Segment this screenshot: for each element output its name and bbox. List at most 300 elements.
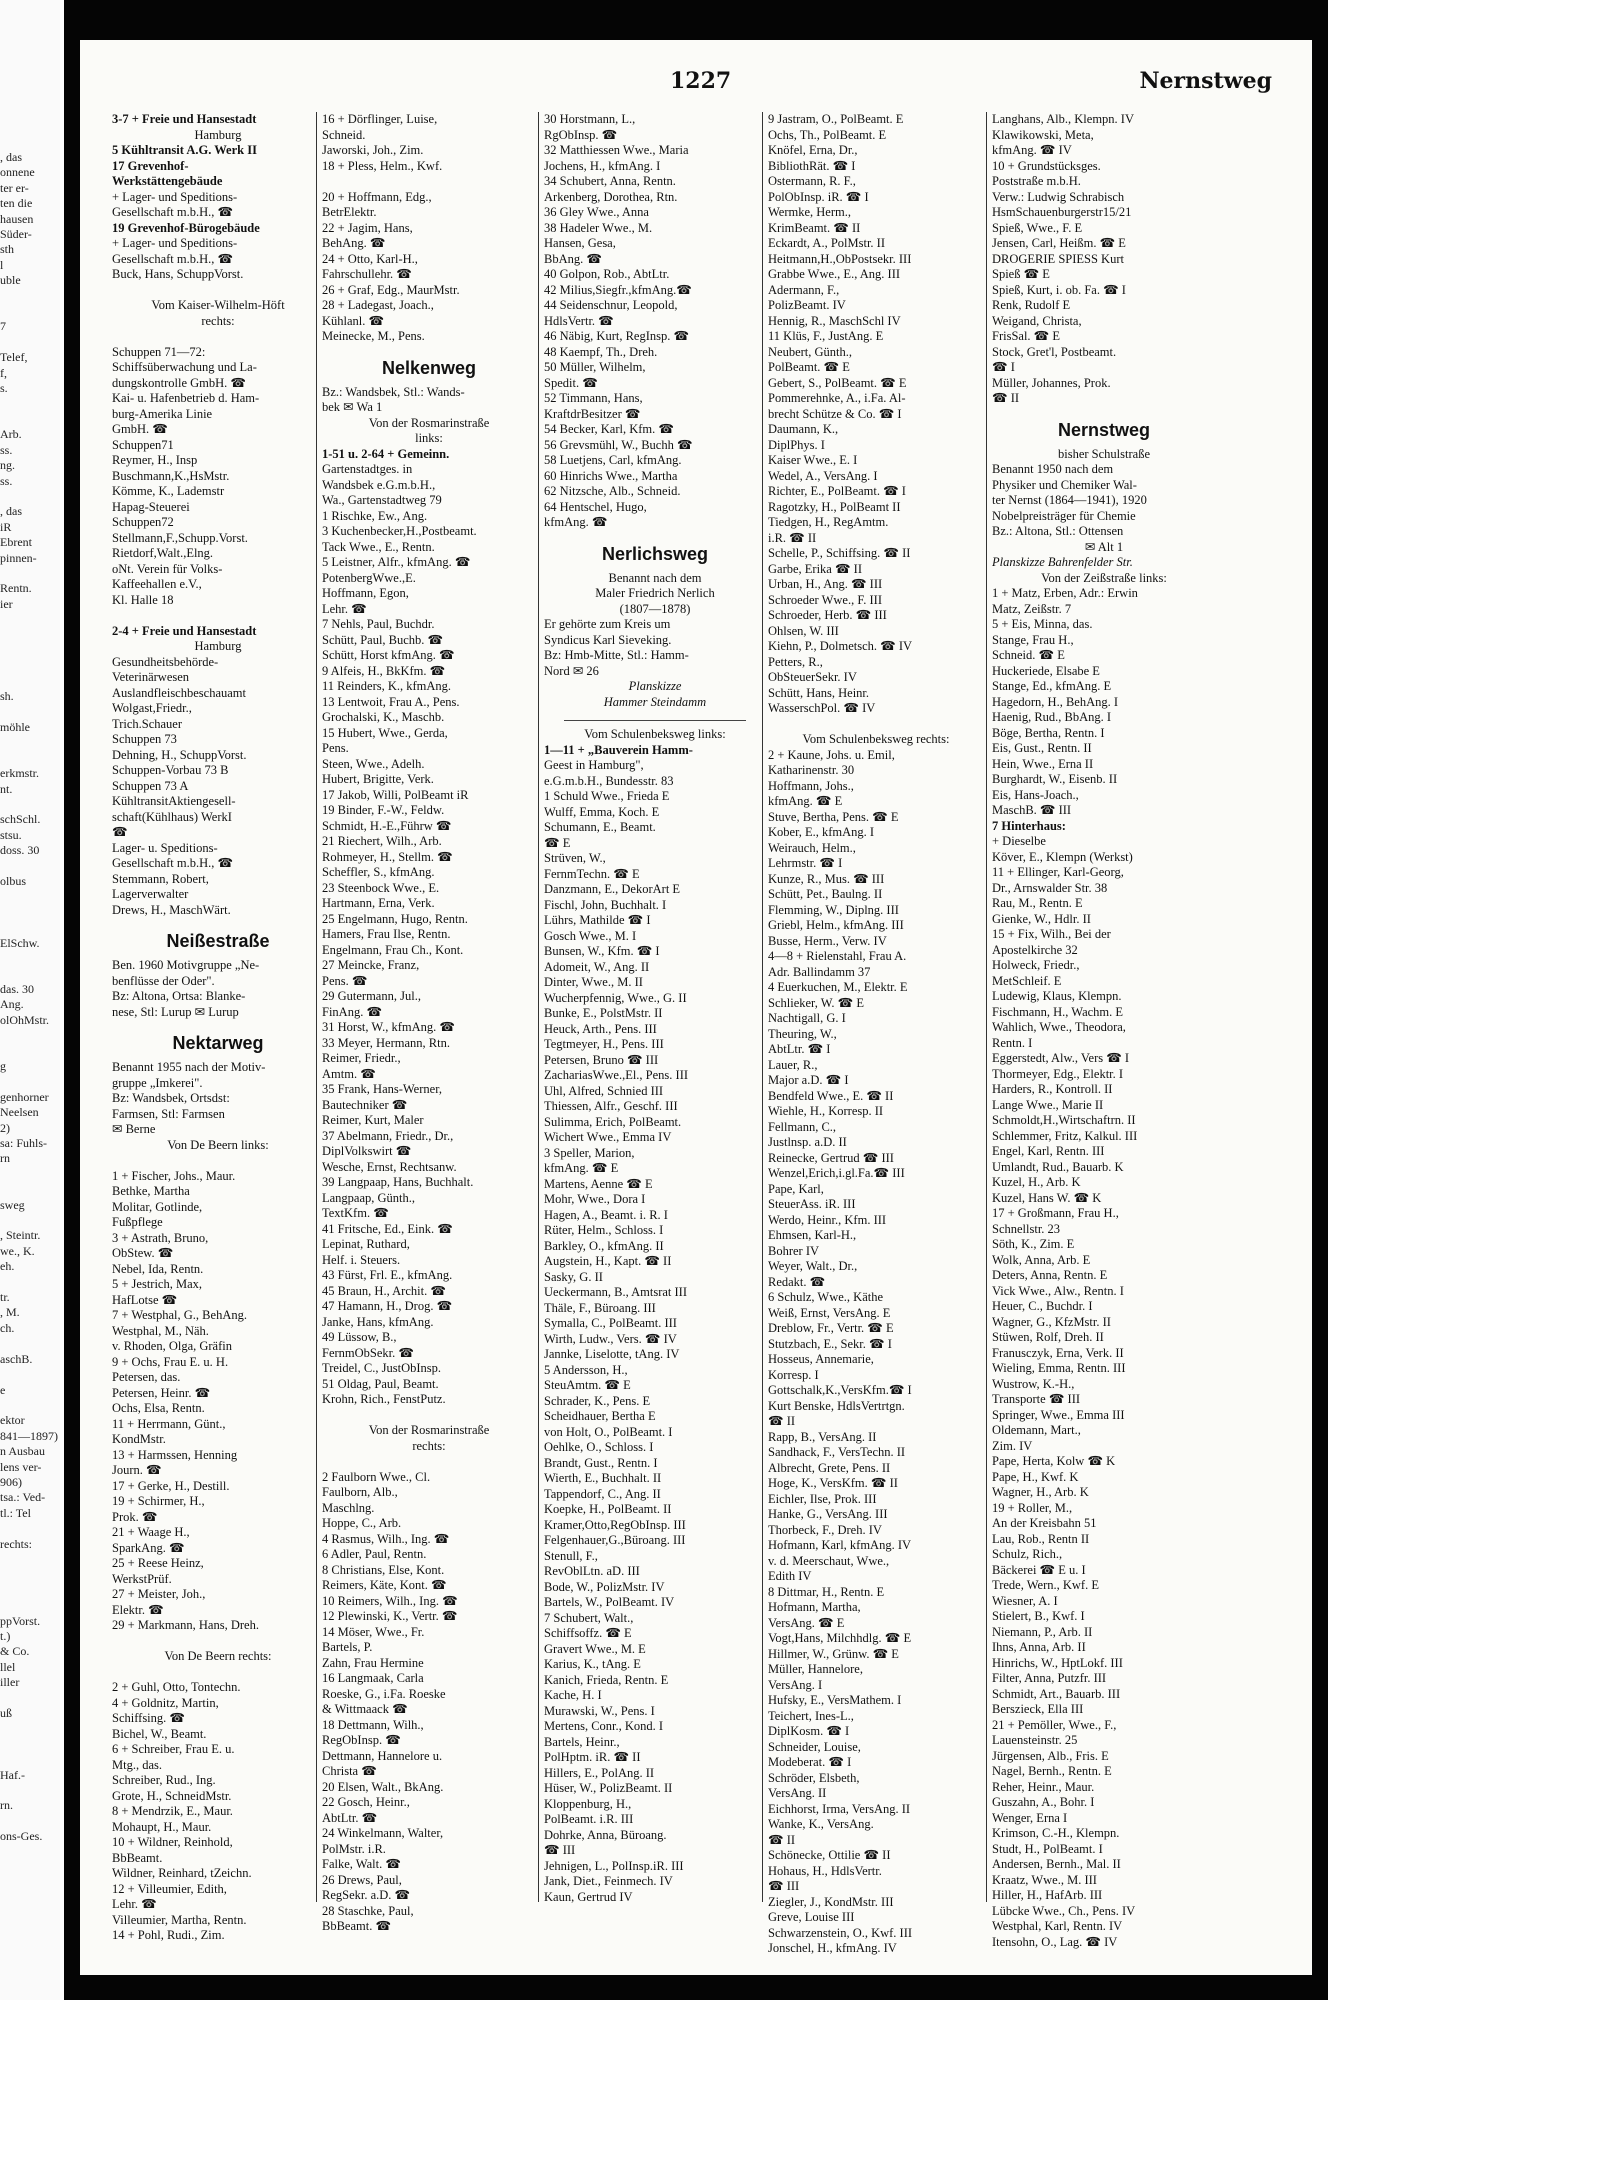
fragment-line: erkmstr. — [0, 766, 39, 781]
fragment-line: schSchl. — [0, 812, 41, 827]
directory-entry: 32 Matthiessen Wwe., Maria — [544, 143, 689, 157]
directory-entry: Trich.Schauer — [112, 716, 183, 731]
directory-entry: 10 + Grundstücksges. — [992, 158, 1101, 173]
directory-entry: Böge, Bertha, Rentn. I — [992, 725, 1105, 740]
directory-entry: 9 + Ochs, Frau E. u. H. — [112, 1354, 229, 1369]
fragment-line: ppVorst. — [0, 1613, 41, 1628]
directory-entry: Hinrichs, W., HptLokf. III — [992, 1655, 1123, 1670]
directory-entry: DiplVolkswirt ☎ — [322, 1144, 412, 1158]
directory-entry: Ochs, Elsa, Rentn. — [112, 1401, 205, 1415]
directory-entry: 48 Kaempf, Th., Dreh. — [544, 344, 658, 359]
directory-entry: Jank, Diet., Feinmech. IV — [544, 1874, 673, 1888]
directory-entry: 11 Klüs, F., JustAng. E — [768, 329, 884, 343]
directory-entry: Mohr, Wwe., Dora I — [544, 1192, 646, 1206]
directory-entry: Lehr. ☎ — [322, 601, 367, 616]
directory-entry: Gesellschaft m.b.H., ☎ — [112, 205, 234, 219]
directory-entry — [112, 1153, 324, 1169]
directory-entry: 8 Christians, Else, Kont. — [322, 1562, 445, 1577]
directory-entry: Farmsen, Stl: Farmsen — [112, 1106, 225, 1121]
directory-entry: Matz, Zeißstr. 7 — [992, 601, 1072, 616]
directory-entry: Mertens, Conr., Kond. I — [544, 1719, 664, 1733]
directory-entry: Journ. ☎ — [112, 1463, 162, 1477]
fragment-line — [0, 566, 60, 581]
directory-entry: Urban, H., Ang. ☎ III — [768, 577, 883, 591]
directory-entry: Hamers, Frau Ilse, Rentn. — [322, 927, 451, 941]
directory-entry: 4 Euerkuchen, M., Elektr. E — [768, 980, 908, 994]
directory-entry: Bz: Hmb-Mitte, Stl.: Hamm- — [544, 648, 689, 662]
directory-entry: Wirth, Ludw., Vers. ☎ IV — [544, 1331, 677, 1346]
directory-entry: RevOblLtn. aD. III — [544, 1564, 640, 1578]
directory-entry: 17 Jakob, Willi, PolBeamt iR — [322, 787, 469, 802]
directory-entry: ter Nernst (1864—1941), 1920 — [992, 493, 1147, 507]
directory-entry: PolMstr. i.R. — [322, 1841, 386, 1856]
directory-entry: RegObInsp. ☎ — [322, 1733, 401, 1747]
directory-entry: Lehrmstr. ☎ I — [768, 856, 843, 870]
directory-entry: Hofmann, Karl, kfmAng. IV — [768, 1538, 912, 1552]
directory-entry: Schütt, Pet., Baulng. II — [768, 887, 883, 901]
directory-entry: 38 Hadeler Wwe., M. — [544, 220, 653, 235]
directory-entry: 52 Timmann, Hans, — [544, 391, 643, 405]
directory-entry: Tiedgen, H., RegAmtm. — [768, 515, 889, 529]
directory-entry: Studt, H., PolBeamt. I — [992, 1841, 1103, 1856]
directory-entry: Lauensteinstr. 25 — [992, 1733, 1078, 1747]
directory-entry: Ziegler, J., KondMstr. III — [768, 1894, 894, 1909]
street-heading: Nerlichsweg — [601, 543, 709, 564]
directory-entry: 5 Leistner, Alfr., kfmAng. ☎ — [322, 555, 471, 569]
fragment-line — [0, 304, 60, 319]
directory-entry: Kömme, K., Lademstr — [112, 484, 225, 498]
fragment-line: eh. — [0, 1259, 15, 1274]
directory-entry: Wagner, H., Arb. K — [992, 1485, 1089, 1499]
directory-entry: Redakt. ☎ — [768, 1274, 826, 1289]
directory-entry: 24 + Otto, Karl-H., — [322, 251, 418, 266]
directory-entry: Mohaupt, H., Maur. — [112, 1819, 212, 1834]
directory-entry: ✉ Berne — [112, 1122, 156, 1136]
directory-entry: Janke, Hans, kfmAng. — [322, 1314, 434, 1329]
fragment-line: 906) — [0, 1474, 22, 1489]
directory-entry: Daumann, K., — [768, 422, 839, 436]
directory-entry: 19 + Roller, M., — [992, 1500, 1073, 1515]
directory-entry: DiplKosm. ☎ I — [768, 1724, 850, 1738]
directory-entry: Grote, H., SchneidMstr. — [112, 1788, 232, 1803]
directory-entry: Andersen, Bernh., Mal. II — [992, 1857, 1121, 1871]
directory-entry: Stellmann,F.,Schupp.Vorst. — [112, 530, 248, 545]
directory-entry: Huckeriede, Elsabe E — [992, 663, 1100, 678]
directory-entry: ☎ — [112, 825, 128, 839]
directory-entry: FernmTechn. ☎ E — [544, 866, 640, 881]
directory-entry: Kloppenburg, H., — [544, 1796, 632, 1811]
directory-entry: Schelle, P., Schiffsing. ☎ II — [768, 546, 911, 560]
directory-entry: 51 Oldag, Paul, Beamt. — [322, 1376, 439, 1391]
directory-entry: Gosch Wwe., M. I — [544, 928, 637, 943]
column-2 — [322, 112, 536, 1935]
directory-entry: Oldemann, Mart., — [992, 1423, 1081, 1437]
directory-entry: Kramer,Otto,RegObInsp. III — [544, 1517, 686, 1532]
directory-entry: Spieß ☎ E — [992, 267, 1050, 281]
directory-entry: 24 Winkelmann, Walter, — [322, 1826, 444, 1840]
directory-entry: BbAng. ☎ — [544, 251, 602, 266]
directory-entry: 2 Faulborn Wwe., Cl. — [322, 1469, 431, 1484]
directory-entry: burg-Amerika Linie — [112, 406, 213, 421]
directory-entry: 21 Riechert, Wilh., Arb. — [322, 834, 442, 848]
directory-entry: Drews, H., MaschWärt. — [112, 902, 231, 917]
directory-entry: Bz: Wandsbek, Ortsdst: — [112, 1091, 230, 1105]
directory-entry: 8 + Mendrzik, E., Maur. — [112, 1804, 233, 1818]
directory-entry: Krohn, Rich., FenstPutz. — [322, 1392, 446, 1406]
directory-entry: Prok. ☎ — [112, 1509, 158, 1524]
directory-entry: Schneider, Louise, — [768, 1739, 861, 1754]
directory-entry: Nobelpreisträger für Chemie — [992, 508, 1136, 523]
directory-entry: 3-7 + Freie und Hansestadt — [112, 112, 257, 126]
directory-entry: Thiessen, Alfr., Geschf. III — [544, 1099, 678, 1113]
directory-entry: 37 Abelmann, Friedr., Dr., — [322, 1128, 454, 1143]
directory-entry: 29 + Markmann, Hans, Dreh. — [112, 1618, 259, 1632]
directory-entry: Mtg., das. — [112, 1757, 162, 1772]
directory-entry: AbtLtr. ☎ I — [768, 1042, 831, 1056]
directory-entry: Scheidhauer, Bertha E — [544, 1409, 656, 1423]
directory-entry: Rohmeyer, H., Stellm. ☎ — [322, 849, 453, 864]
directory-entry: 5 Andersson, H., — [544, 1362, 628, 1377]
directory-entry: Von der Rosmarinstraße — [368, 415, 490, 430]
directory-entry: Greve, Louise III — [768, 1910, 855, 1924]
directory-entry: 20 + Hoffmann, Edg., — [322, 189, 432, 204]
directory-entry: Rentn. I — [992, 1035, 1033, 1050]
directory-entry: 6 Adler, Paul, Rentn. — [322, 1547, 427, 1561]
directory-entry: Fischl, John, Buchhalt. I — [544, 897, 667, 912]
directory-entry: Uhl, Alfred, Schnied III — [544, 1083, 664, 1098]
directory-entry: Molitar, Gotlinde, — [112, 1199, 203, 1214]
directory-entry: Schrader, K., Pens. E — [544, 1393, 651, 1408]
directory-entry: 26 Drews, Paul, — [322, 1872, 402, 1887]
directory-entry: 49 Lüssow, B., — [322, 1330, 397, 1344]
directory-entry: Tegtmeyer, H., Pens. III — [544, 1037, 664, 1051]
fragment-line: pinnen- — [0, 550, 37, 565]
directory-entry: 16 Langmaak, Carla — [322, 1671, 424, 1685]
directory-entry: AbtLtr. ☎ — [322, 1810, 378, 1825]
directory-entry: Wulff, Emma, Koch. E — [544, 804, 660, 819]
directory-entry: Schiffsoffz. ☎ E — [544, 1626, 632, 1640]
directory-entry: ☎ E — [544, 835, 571, 850]
directory-entry: Schumann, E., Beamt. — [544, 820, 656, 834]
directory-entry: Stenull, F., — [544, 1548, 598, 1563]
fragment-line: tsa.: Ved- — [0, 1490, 46, 1505]
fragment-line: llel — [0, 1659, 16, 1674]
fragment-line: möhle — [0, 720, 30, 735]
directory-entry: Jonschel, H., kfmAng. IV — [768, 1941, 897, 1955]
directory-entry: Christa ☎ — [322, 1764, 377, 1778]
directory-entry: Neubert, Günth., — [768, 344, 853, 359]
directory-entry: Koepke, H., PolBeamt. II — [544, 1502, 672, 1516]
directory-entry: Wermke, Herm., — [768, 205, 851, 219]
directory-entry: Holweck, Friedr., — [992, 958, 1080, 972]
directory-entry: 17 Grevenhof- — [112, 158, 189, 173]
directory-entry: 1 Schuld Wwe., Frieda E — [544, 789, 670, 803]
directory-entry: Eis, Gust., Rentn. II — [992, 741, 1092, 755]
directory-entry: 21 + Pemöller, Wwe., F., — [992, 1717, 1117, 1732]
directory-entry: Wieling, Emma, Rentn. III — [992, 1361, 1126, 1375]
directory-entry: Wolgast,Friedr., — [112, 701, 192, 715]
fragment-line: iR — [0, 519, 12, 534]
directory-entry: kfmAng. ☎ E — [544, 1161, 619, 1175]
directory-entry: Tappendorf, C., Ang. II — [544, 1486, 661, 1501]
directory-entry: ObStew. ☎ — [112, 1246, 174, 1260]
directory-entry: Gesellschaft m.b.H., ☎ — [112, 856, 234, 870]
directory-entry: 45 Braun, H., Archit. ☎ — [322, 1283, 446, 1298]
directory-entry: Pape, Herta, Kolw ☎ K — [992, 1454, 1116, 1468]
directory-entry: 19 Grevenhof-Bürogebäude — [112, 220, 260, 235]
directory-entry: v. Rhoden, Olga, Gräfin — [112, 1339, 232, 1353]
directory-entry: Garbe, Erika ☎ II — [768, 561, 863, 576]
directory-entry: Lübcke Wwe., Ch., Pens. IV — [992, 1903, 1136, 1918]
fragment-line: 841—1897) — [0, 1428, 58, 1443]
directory-entry: 3 Kuchenbecker,H.,Postbeamt. — [322, 524, 477, 538]
directory-entry: + Lager- und Speditions- — [112, 236, 238, 250]
fragment-line: doss. 30 — [0, 843, 40, 858]
directory-entry: Helf. i. Steuers. — [322, 1252, 401, 1267]
directory-entry: Schroeder, Herb. ☎ III — [768, 608, 887, 622]
street-heading: Nektarweg — [172, 1033, 264, 1053]
fragment-line: ss. — [0, 473, 13, 488]
directory-entry: Reimer, Kurt, Maler — [322, 1113, 424, 1127]
directory-entry: VersAng. II — [768, 1786, 827, 1800]
directory-entry: PolHptm. iR. ☎ II — [544, 1750, 641, 1764]
directory-entry: Bunsen, W., Kfm. ☎ I — [544, 944, 660, 958]
fragment-line — [0, 1598, 60, 1613]
directory-entry: Springer, Wwe., Emma III — [992, 1407, 1125, 1422]
directory-entry: bisher Schulstraße — [1058, 446, 1150, 461]
fragment-line: sa: Fuhls- — [0, 1136, 48, 1150]
directory-entry: Fußpflege — [112, 1215, 163, 1229]
directory-entry: Geest in Hamburg", — [544, 758, 644, 772]
directory-entry: Kober, E., kfmAng. I — [768, 825, 875, 839]
directory-entry: Ohlsen, W. III — [768, 623, 839, 638]
fragment-line: g — [0, 1058, 6, 1073]
directory-entry: ☎ III — [544, 1843, 576, 1857]
page-number: 1227 — [670, 68, 732, 94]
directory-entry: Von der Zeißstraße links: — [1041, 570, 1167, 585]
column-4 — [768, 112, 984, 1957]
directory-entry: Hein, Wwe., Erna II — [992, 756, 1094, 771]
running-head: Nernstweg — [1139, 68, 1272, 94]
directory-entry: Bethke, Martha — [112, 1184, 190, 1198]
directory-entry: Schiffsüberwachung und La- — [112, 360, 257, 374]
directory-entry: Bäckerei ☎ E u. I — [992, 1562, 1086, 1577]
directory-entry: Hoffmann, Johs., — [768, 778, 854, 793]
directory-entry: 4 Rasmus, Wilh., Ing. ☎ — [322, 1531, 450, 1546]
directory-entry: Albrecht, Grete, Pens. II — [768, 1460, 891, 1475]
directory-entry: Buschmann,K.,HsMstr. — [112, 468, 230, 483]
directory-entry: 7 Nehls, Paul, Buchdr. — [322, 617, 435, 631]
directory-entry: 2 + Guhl, Otto, Tontechn. — [112, 1680, 241, 1694]
directory-entry: Schönecke, Ottilie ☎ II — [768, 1848, 891, 1862]
directory-entry: RegSekr. a.D. ☎ — [322, 1888, 411, 1902]
directory-entry: Adr. Ballindamm 37 — [768, 964, 871, 979]
directory-entry: Bz: Altona, Ortsa: Blanke- — [112, 989, 246, 1003]
directory-entry: Stange, Ed., kfmAng. E — [992, 679, 1112, 693]
directory-entry: Fahrschullehr. ☎ — [322, 267, 412, 281]
directory-entry: Bz.: Wandsbek, Stl.: Wands- — [322, 384, 465, 399]
directory-entry: 28 Staschke, Paul, — [322, 1903, 414, 1918]
directory-entry: BbBeamt. ☎ — [322, 1919, 392, 1933]
directory-entry: 13 + Harmssen, Henning — [112, 1447, 238, 1462]
directory-entry: Deters, Anna, Rentn. E — [992, 1268, 1108, 1282]
fragment-line — [0, 1583, 60, 1598]
directory-entry: 47 Hamann, H., Drog. ☎ — [322, 1299, 453, 1313]
directory-entry: rechts: — [201, 313, 235, 328]
directory-entry: Spieß, Kurt, i. ob. Fa. ☎ I — [992, 282, 1126, 297]
directory-entry: 11 Reinders, K., kfmAng. — [322, 679, 452, 693]
directory-entry: SparkAng. ☎ — [112, 1540, 185, 1555]
directory-entry: Von De Beern links: — [167, 1137, 269, 1152]
directory-entry: Danzmann, E., DekorArt E — [544, 882, 681, 896]
directory-entry: Schuppen-Vorbau 73 B — [112, 763, 229, 777]
fragment-line: sth — [0, 242, 15, 257]
directory-entry: kfmAng. ☎ E — [768, 794, 843, 808]
directory-entry: Zim. IV — [992, 1438, 1033, 1453]
fragment-line — [0, 612, 60, 627]
directory-entry: Reher, Heinr., Maur. — [992, 1779, 1095, 1794]
directory-entry: KondMstr. — [112, 1432, 166, 1446]
directory-entry: 2 + Kaune, Johs. u. Emil, — [768, 747, 895, 762]
directory-entry: Eichler, Ilse, Prok. III — [768, 1491, 877, 1506]
fragment-line — [0, 1398, 60, 1413]
directory-entry: Lauer, R., — [768, 1057, 818, 1072]
directory-entry: Stutzbach, E., Sekr. ☎ I — [768, 1336, 892, 1351]
directory-entry: Hanke, G., VersAng. III — [768, 1507, 888, 1521]
directory-entry: 14 Möser, Wwe., Fr. — [322, 1624, 425, 1639]
street-heading: Nelkenweg — [381, 357, 477, 378]
directory-entry: Ehmsen, Karl-H., — [768, 1228, 857, 1242]
directory-entry: Schulz, Rich., — [992, 1547, 1063, 1561]
directory-entry: Hamburg — [194, 127, 242, 142]
directory-entry: Lagerverwalter — [112, 887, 189, 901]
directory-entry: Justlnsp. a.D. II — [768, 1135, 847, 1149]
fragment-line: sweg — [0, 1197, 25, 1212]
directory-entry: Ragotzky, H., PolBeamt II — [768, 499, 901, 514]
directory-entry: BibliothRät. ☎ I — [768, 158, 856, 173]
directory-entry: Wagner, G., KfzMstr. II — [992, 1314, 1111, 1329]
directory-entry: Schnellstr. 23 — [992, 1221, 1061, 1236]
directory-entry: Westphal, Karl, Rentn. IV — [992, 1919, 1123, 1933]
directory-entry: Tack Wwe., E., Rentn. — [322, 539, 435, 554]
directory-entry: Kraatz, Wwe., M. III — [992, 1872, 1097, 1887]
directory-entry: Heuer, C., Buchdr. I — [992, 1299, 1093, 1313]
directory-entry: 54 Becker, Karl, Kfm. ☎ — [544, 422, 674, 436]
fragment-line — [0, 1691, 60, 1706]
directory-entry: 5 Kühltransit A.G. Werk II — [112, 143, 257, 157]
directory-entry: WasserschPol. ☎ IV — [768, 701, 876, 715]
directory-entry: Veterinärwesen — [112, 670, 190, 684]
directory-entry: Villeumier, Martha, Rentn. — [112, 1912, 247, 1927]
directory-entry: 23 Steenbock Wwe., E. — [322, 880, 440, 895]
directory-entry: 21 + Waage H., — [112, 1525, 190, 1539]
directory-entry: Schlemmer, Fritz, Kalkul. III — [992, 1128, 1138, 1143]
directory-entry: Buck, Hans, SchuppVorst. — [112, 267, 244, 281]
directory-entry: Kanich, Frieda, Rentn. E — [544, 1672, 669, 1687]
fragment-line: 2) — [0, 1120, 10, 1135]
directory-entry: Wucherpfennig, Wwe., G. II — [544, 990, 687, 1005]
directory-entry: Wiehle, H., Korresp. II — [768, 1104, 884, 1118]
directory-entry: Steen, Wwe., Adelh. — [322, 756, 425, 771]
directory-entry: Planskizze Bahrenfelder Str. — [992, 555, 1133, 569]
directory-entry: Major a.D. ☎ I — [768, 1073, 849, 1087]
directory-entry: Wanke, K., VersAng. — [768, 1817, 874, 1831]
fragment-line: , Steintr. — [0, 1228, 41, 1243]
directory-entry: Gravert Wwe., M. E — [544, 1641, 646, 1656]
directory-entry: Busse, Herm., Verw. IV — [768, 933, 887, 948]
fragment-line: rn. — [0, 1798, 13, 1813]
directory-entry: 27 + Meister, Joh., — [112, 1587, 206, 1601]
directory-entry: bek ✉ Wa 1 — [322, 400, 383, 414]
directory-entry: 4 + Goldnitz, Martin, — [112, 1695, 219, 1710]
directory-entry: Bichel, W., Beamt. — [112, 1726, 207, 1741]
directory-entry: Vogt,Hans, Milchhdlg. ☎ E — [768, 1631, 912, 1645]
directory-entry: Hartmann, Erna, Verk. — [322, 896, 435, 910]
directory-entry: Gottschalk,K.,VersKfm.☎ I — [768, 1383, 912, 1397]
directory-entry: Bautechniker ☎ — [322, 1097, 408, 1112]
fragment-line — [0, 890, 60, 905]
directory-entry: Bz.: Altona, Stl.: Ottensen — [992, 524, 1124, 538]
directory-entry: KühltransitAktiengesell- — [112, 794, 236, 808]
directory-entry: VersAng. ☎ E — [768, 1615, 845, 1630]
directory-entry: WerkstPrüf. — [112, 1571, 172, 1586]
directory-entry: Reimer, Friedr., — [322, 1051, 401, 1065]
directory-entry: HafLotse ☎ — [112, 1292, 178, 1307]
fragment-line: aschB. — [0, 1351, 33, 1366]
directory-entry: Fischmann, H., Wachm. E — [992, 1004, 1124, 1019]
directory-entry: Langhans, Alb., Klempn. IV — [992, 112, 1134, 126]
directory-entry: Zahn, Frau Hermine — [322, 1655, 424, 1670]
column-5 — [992, 112, 1216, 1950]
directory-entry: Edith IV — [768, 1569, 812, 1583]
fragment-line: ch. — [0, 1320, 15, 1335]
directory-entry: + Lager- und Speditions- — [112, 189, 238, 204]
directory-entry: Modeberat. ☎ I — [768, 1755, 852, 1769]
directory-entry: Weyer, Walt., Dr., — [768, 1259, 858, 1273]
directory-entry — [112, 283, 324, 299]
directory-entry: Köver, E., Klempn (Werkst) — [992, 849, 1133, 864]
directory-entry: 42 Milius,Siegfr.,kfmAng.☎ — [544, 282, 692, 297]
directory-entry: Flemming, W., Diplng. III — [768, 902, 899, 917]
directory-entry: Theuring, W., — [768, 1026, 837, 1041]
fragment-line: Neelsen — [0, 1105, 39, 1120]
directory-entry: Petersen, das. — [112, 1370, 181, 1384]
directory-entry: Rietdorf,Walt.,Elng. — [112, 546, 214, 560]
column-divider — [316, 112, 317, 1902]
directory-entry: Hoffmann, Egon, — [322, 586, 409, 600]
fragment-line: l — [0, 257, 4, 272]
directory-entry: Trede, Wern., Kwf. E — [992, 1578, 1099, 1592]
directory-entry — [322, 1454, 536, 1470]
column-divider — [986, 112, 987, 1902]
directory-entry: Bartels, W., PolBeamt. IV — [544, 1595, 675, 1609]
directory-entry: Lange Wwe., Marie II — [992, 1097, 1104, 1112]
directory-entry: Nagel, Bernh., Rentn. E — [992, 1764, 1112, 1778]
fragment-line: we., K. — [0, 1243, 35, 1258]
directory-entry: 40 Golpon, Rob., AbtLtr. — [544, 267, 670, 281]
directory-entry: PolizBeamt. IV — [768, 298, 846, 312]
directory-entry: Verw.: Ludwig Schrabisch — [992, 189, 1125, 204]
directory-entry: ☎ I — [992, 360, 1015, 374]
directory-entry: 6 Schulz, Wwe., Käthe — [768, 1290, 884, 1304]
directory-entry: Eichhorst, Irma, VersAng. II — [768, 1801, 911, 1816]
fragment-line: ng. — [0, 458, 15, 473]
directory-entry: kfmAng. ☎ IV — [992, 143, 1072, 157]
directory-entry: Ihns, Anna, Arb. II — [992, 1640, 1086, 1654]
fragment-line — [0, 1814, 60, 1829]
directory-entry: Thorbeck, F., Dreh. IV — [768, 1522, 882, 1537]
directory-entry: 34 Schubert, Anna, Rentn. — [544, 174, 676, 188]
